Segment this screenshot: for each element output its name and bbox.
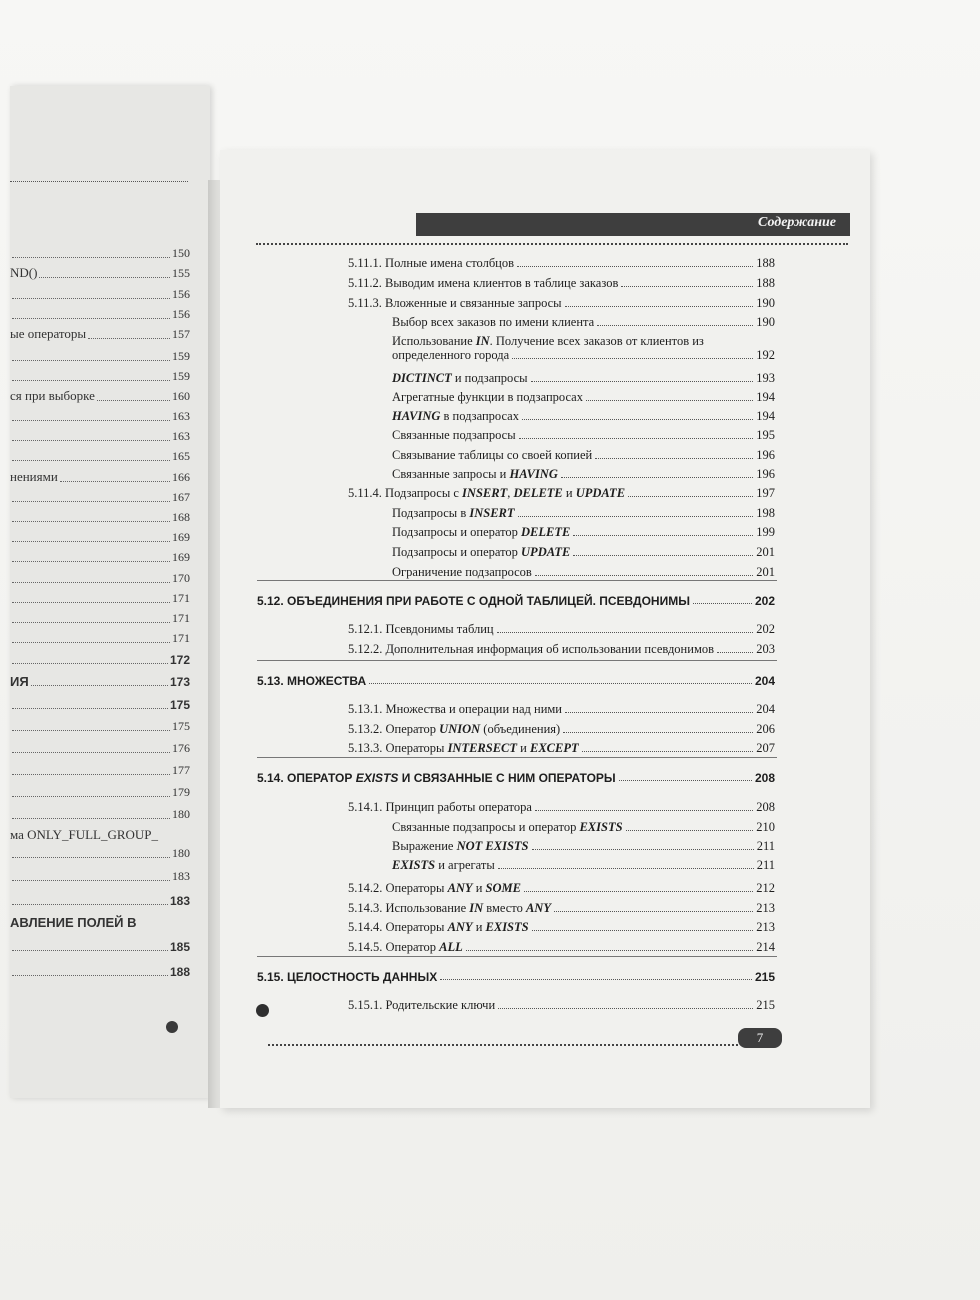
left-toc-entry-page: 177 <box>172 763 190 777</box>
left-toc-entry <box>10 507 190 525</box>
toc-entry <box>392 815 775 835</box>
left-toc-entry-page: 173 <box>169 675 190 689</box>
toc-entry-title: 5.12.1. Псевдонимы таблиц <box>348 622 494 636</box>
toc-entry-title: Связанные подзапросы и оператор EXISTS <box>392 820 623 834</box>
left-toc-entry <box>10 547 190 565</box>
left-toc-entry <box>10 406 190 424</box>
section-separator <box>257 757 777 758</box>
left-toc-leader <box>12 752 170 753</box>
left-toc-entry-page: 171 <box>172 591 190 605</box>
toc-entry <box>392 834 775 854</box>
toc-section-entry <box>257 964 775 984</box>
left-toc-entry-page: 166 <box>172 470 190 484</box>
left-toc-entry-page: 175 <box>169 698 190 712</box>
left-toc-entry <box>10 487 190 505</box>
header-bar <box>416 213 850 236</box>
toc-entry <box>392 540 775 560</box>
toc-leader-dots <box>524 891 753 892</box>
toc-entry-page: 194 <box>756 409 775 423</box>
toc-entry-page: 188 <box>756 256 775 270</box>
left-toc-entry-page: 170 <box>172 571 190 585</box>
toc-entry-title: 5.11.4. Подзапросы с INSERT, DELETE и UPDATE <box>348 486 626 500</box>
page-title: Содержание <box>758 215 836 230</box>
left-toc-leader <box>12 360 170 361</box>
left-toc-entry-page: 185 <box>169 940 190 954</box>
left-toc-entry <box>10 467 190 485</box>
toc-leader-dots <box>586 400 753 401</box>
toc-entry <box>392 501 775 521</box>
toc-entry-page: 210 <box>756 820 775 834</box>
toc-section-entry <box>257 765 775 785</box>
left-toc-entry <box>10 446 190 464</box>
left-toc-entry <box>10 843 190 861</box>
left-toc-entry-title: АВЛЕНИЕ ПОЛЕЙ В <box>10 915 137 930</box>
left-toc-leader <box>12 561 170 562</box>
toc-entry-title: 5.14.2. Операторы ANY и SOME <box>348 881 521 895</box>
toc-entry-title: Подзапросы и оператор UPDATE <box>392 545 571 559</box>
toc-entry-title: Выражение NOT EXISTS <box>392 839 529 853</box>
toc-entry-page: 195 <box>756 428 775 442</box>
toc-entry-title: 5.14.5. Оператор ALL <box>348 940 463 954</box>
left-toc-entry-page: 163 <box>172 409 190 423</box>
toc-entry-page: 196 <box>756 448 775 462</box>
header-dotline <box>256 243 848 245</box>
toc-leader-dots <box>626 830 754 831</box>
left-toc-entry-page: 169 <box>172 530 190 544</box>
toc-leader-dots <box>595 458 753 459</box>
left-toc-entry-title: нениями <box>10 469 58 484</box>
toc-leader-dots <box>621 286 753 287</box>
toc-leader-dots <box>498 1008 753 1009</box>
toc-leader-dots <box>573 535 753 536</box>
toc-entry <box>392 853 775 873</box>
toc-entry <box>348 251 775 271</box>
left-toc-leader <box>12 541 170 542</box>
toc-entry <box>348 617 775 637</box>
toc-entry-page: 202 <box>756 622 775 636</box>
left-page <box>10 86 210 1098</box>
toc-entry <box>348 481 775 501</box>
left-toc-entry-page: 183 <box>172 869 190 883</box>
toc-leader-dots <box>619 780 752 781</box>
toc-entry-title: определенного города <box>392 348 510 362</box>
toc-entry <box>392 443 775 463</box>
left-toc-leader <box>31 685 168 686</box>
left-page-dotline <box>10 181 188 182</box>
toc-entry-title: 5.13.1. Множества и операции над ними <box>348 702 562 716</box>
left-toc-entry-page: 150 <box>172 246 190 260</box>
right-page <box>220 150 870 1108</box>
left-toc-entry <box>10 804 190 822</box>
toc-leader-dots <box>517 266 753 267</box>
toc-entry <box>348 993 775 1013</box>
left-toc-entry <box>10 716 190 734</box>
left-toc-entry-page: 159 <box>172 349 190 363</box>
toc-leader-dots <box>532 849 754 850</box>
left-toc-leader <box>12 420 170 421</box>
toc-section-entry <box>257 588 775 608</box>
toc-entry-title: Связанные подзапросы <box>392 428 516 442</box>
left-toc-entry-page: 180 <box>172 846 190 860</box>
toc-entry-page: 208 <box>756 800 775 814</box>
toc-leader-dots <box>498 868 754 869</box>
left-toc-entry-title: ся при выборке <box>10 388 95 403</box>
left-toc-entry-page: 171 <box>172 631 190 645</box>
left-toc-entry <box>10 366 190 384</box>
toc-entry-title: 5.11.3. Вложенные и связанные запросы <box>348 296 562 310</box>
toc-entry-title: Ограничение подзапросов <box>392 565 532 579</box>
left-toc-leader <box>12 318 170 319</box>
toc-entry-page: 211 <box>756 839 775 853</box>
toc-leader-dots <box>532 930 754 931</box>
toc-entry-title: 5.14. ОПЕРАТОР EXISTS И СВЯЗАННЫЕ С НИМ ОПЕРАТОРЫ <box>257 771 616 785</box>
left-toc-leader <box>12 460 170 461</box>
left-toc-leader <box>12 880 170 881</box>
toc-entry-page: 213 <box>756 920 775 934</box>
toc-leader-dots <box>717 652 753 653</box>
toc-entry-title: Выбор всех заказов по имени клиента <box>392 315 595 329</box>
toc-entry-title: Подзапросы в INSERT <box>392 506 515 520</box>
left-toc-entry-page: 179 <box>172 785 190 799</box>
left-toc-leader <box>12 796 170 797</box>
toc-entry-page: 193 <box>756 371 775 385</box>
toc-entry <box>348 697 775 717</box>
toc-leader-dots <box>522 419 753 420</box>
toc-entry-page: 204 <box>756 702 775 716</box>
toc-entry <box>392 423 775 443</box>
left-toc-entry <box>10 588 190 606</box>
left-toc-entry-page: 183 <box>169 894 190 908</box>
toc-entry-title: Связанные запросы и HAVING <box>392 467 558 481</box>
left-toc-entry-title: ые операторы <box>10 326 87 341</box>
left-toc-entry <box>10 263 190 281</box>
left-toc-entry-page: 175 <box>172 719 190 733</box>
toc-entry-page: 201 <box>756 565 775 579</box>
toc-leader-dots <box>466 950 753 951</box>
left-toc-entry <box>10 284 190 302</box>
left-toc-entry-page: 159 <box>172 369 190 383</box>
left-toc-entry-page: 165 <box>172 449 190 463</box>
left-toc-entry <box>10 782 190 800</box>
toc-leader-dots <box>597 325 753 326</box>
left-toc-leader <box>12 501 170 502</box>
left-toc-entry <box>10 628 190 646</box>
left-toc-leader <box>12 950 168 951</box>
toc-entry-page: 208 <box>754 771 775 785</box>
toc-entry-page: 215 <box>756 998 775 1012</box>
toc-entry <box>392 310 775 330</box>
left-toc-entry-page: 160 <box>172 389 190 403</box>
left-toc-leader <box>12 857 170 858</box>
left-toc-leader <box>12 663 168 664</box>
footer-dotline <box>268 1044 738 1046</box>
toc-entry <box>392 404 775 424</box>
toc-entry-title: HAVING в подзапросах <box>392 409 519 423</box>
toc-entry-page: 213 <box>756 901 775 915</box>
section-separator <box>257 956 777 957</box>
toc-entry <box>348 915 775 935</box>
toc-leader-dots <box>535 575 753 576</box>
left-toc-entry-page: 169 <box>172 550 190 564</box>
section-separator <box>257 660 777 661</box>
toc-entry-page: 214 <box>756 940 775 954</box>
left-toc-entry-page: 168 <box>172 510 190 524</box>
toc-entry <box>348 736 775 756</box>
left-toc-entry <box>10 738 190 756</box>
toc-entry-page: 188 <box>756 276 775 290</box>
toc-section-entry <box>257 668 775 688</box>
toc-leader-dots <box>535 810 753 811</box>
left-toc-entry <box>10 961 190 979</box>
toc-entry-title: Подзапросы и оператор DELETE <box>392 525 571 539</box>
left-toc-entry-title: ND() <box>10 265 38 280</box>
left-toc-entry <box>10 386 190 404</box>
toc-entry-title: Использование IN. Получение всех заказов от клиентов из <box>392 334 704 348</box>
left-toc-entry <box>10 694 190 712</box>
toc-entry-page: 199 <box>756 525 775 539</box>
left-toc-entry <box>10 324 190 342</box>
left-toc-leader <box>12 642 170 643</box>
toc-entry-title: 5.13.2. Оператор UNION (объединения) <box>348 722 561 736</box>
toc-entry-title: 5.15. ЦЕЛОСТНОСТЬ ДАННЫХ <box>257 970 438 984</box>
toc-entry-page: 203 <box>756 642 775 656</box>
toc-leader-dots <box>440 979 752 980</box>
left-toc-entry <box>10 912 190 930</box>
left-toc-leader <box>12 730 170 731</box>
toc-entry-page: 194 <box>756 390 775 404</box>
left-toc-leader <box>12 904 168 905</box>
left-toc-entry-title: ма ONLY_FULL_GROUP_ <box>10 827 159 842</box>
toc-entry-title: 5.13.3. Операторы INTERSECT и EXCEPT <box>348 741 579 755</box>
left-toc-entry <box>10 866 190 884</box>
left-toc-entry <box>10 649 190 667</box>
toc-entry-title: 5.11.1. Полные имена столбцов <box>348 256 515 270</box>
left-toc-entry-page: 188 <box>169 965 190 979</box>
left-toc-entry-page: 157 <box>172 327 190 341</box>
toc-leader-dots <box>693 603 752 604</box>
toc-leader-dots <box>563 732 753 733</box>
toc-entry-title: Агрегатные функции в подзапросах <box>392 390 583 404</box>
left-toc-entry-page: 176 <box>172 741 190 755</box>
left-toc-entry-page: 156 <box>172 307 190 321</box>
toc-entry-title: 5.11.2. Выводим имена клиентов в таблице заказов <box>348 276 619 290</box>
left-toc-leader <box>97 400 170 401</box>
toc-leader-dots <box>369 683 752 684</box>
toc-entry-title: 5.14.1. Принцип работы оператора <box>348 800 532 814</box>
toc-entry-page: 190 <box>756 296 775 310</box>
left-toc-entry <box>10 527 190 545</box>
toc-entry-page: 211 <box>756 858 775 872</box>
toc-entry-title: 5.14.4. Операторы ANY и EXISTS <box>348 920 529 934</box>
toc-leader-dots <box>518 516 754 517</box>
toc-leader-dots <box>512 358 753 359</box>
toc-entry <box>348 291 775 311</box>
left-toc-entry-page: 155 <box>172 266 190 280</box>
left-toc-entry <box>10 346 190 364</box>
left-toc-leader <box>12 582 170 583</box>
toc-entry-page: 197 <box>756 486 775 500</box>
left-toc-leader <box>12 602 170 603</box>
toc-entry-page: 202 <box>754 594 775 608</box>
toc-leader-dots <box>573 555 753 556</box>
toc-entry <box>348 637 775 657</box>
toc-leader-dots <box>561 477 753 478</box>
left-toc-entry <box>10 825 190 843</box>
left-toc-leader <box>88 338 170 339</box>
toc-entry-page: 201 <box>756 545 775 559</box>
footer-bullet <box>256 1004 269 1017</box>
left-toc-entry <box>10 760 190 778</box>
toc-entry <box>392 520 775 540</box>
toc-entry-title: 5.12.2. Дополнительная информация об использовании псевдонимов <box>348 642 715 656</box>
toc-entry <box>392 343 775 363</box>
toc-entry <box>348 271 775 291</box>
left-toc-leader <box>12 818 170 819</box>
left-toc-entry-page: 171 <box>172 611 190 625</box>
toc-entry-page: 207 <box>756 741 775 755</box>
section-separator <box>257 580 777 581</box>
left-toc-entry <box>10 890 190 908</box>
left-toc-leader <box>12 440 170 441</box>
toc-entry <box>348 717 775 737</box>
toc-leader-dots <box>582 751 754 752</box>
left-toc-leader <box>12 380 170 381</box>
left-toc-leader <box>60 481 170 482</box>
toc-leader-dots <box>565 712 753 713</box>
left-toc-entry-page: 167 <box>172 490 190 504</box>
toc-entry-title: EXISTS и агрегаты <box>392 858 495 872</box>
toc-entry-title: 5.12. ОБЪЕДИНЕНИЯ ПРИ РАБОТЕ С ОДНОЙ ТАБЛИЦЕЙ. ПСЕВДОНИМЫ <box>257 594 690 608</box>
left-toc-entry-page: 156 <box>172 287 190 301</box>
left-toc-leader <box>12 257 170 258</box>
left-toc-entry <box>10 568 190 586</box>
toc-entry-title: DICTINCT и подзапросы <box>392 371 528 385</box>
left-toc-entry <box>10 426 190 444</box>
toc-entry <box>392 385 775 405</box>
toc-entry-title: Связывание таблицы со своей копией <box>392 448 593 462</box>
page-number: 7 <box>738 1028 782 1048</box>
toc-entry-page: 212 <box>756 881 775 895</box>
left-toc-entry-page: 180 <box>172 807 190 821</box>
left-toc-entry-page: 163 <box>172 429 190 443</box>
left-toc-entry-title: ИЯ <box>10 674 29 689</box>
toc-leader-dots <box>531 381 754 382</box>
toc-entry-page: 198 <box>756 506 775 520</box>
toc-entry <box>348 876 775 896</box>
toc-entry <box>392 366 775 386</box>
left-toc-leader <box>12 975 168 976</box>
toc-entry-title: 5.15.1. Родительские ключи <box>348 998 496 1012</box>
toc-leader-dots <box>554 911 753 912</box>
toc-entry <box>348 896 775 916</box>
toc-entry-page: 215 <box>754 970 775 984</box>
toc-entry-page: 206 <box>756 722 775 736</box>
left-toc-leader <box>12 298 170 299</box>
left-toc-entry <box>10 936 190 954</box>
toc-entry-title: 5.13. МНОЖЕСТВА <box>257 674 367 688</box>
toc-entry <box>348 935 775 955</box>
left-toc-leader <box>39 277 170 278</box>
toc-entry <box>348 795 775 815</box>
left-toc-entry <box>10 608 190 626</box>
left-toc-leader <box>12 622 170 623</box>
toc-leader-dots <box>628 496 753 497</box>
toc-entry-title: 5.14.3. Использование IN вместо ANY <box>348 901 551 915</box>
toc-leader-dots <box>565 306 754 307</box>
left-toc-entry <box>10 243 190 261</box>
left-toc-leader <box>12 521 170 522</box>
left-toc-entry <box>10 671 190 689</box>
left-toc-leader <box>12 774 170 775</box>
left-toc-leader <box>12 708 168 709</box>
toc-leader-dots <box>519 438 754 439</box>
toc-entry <box>392 462 775 482</box>
toc-leader-dots <box>497 632 754 633</box>
toc-entry-page: 192 <box>756 348 775 362</box>
left-page-bullet <box>166 1021 178 1033</box>
left-toc-entry-page: 172 <box>169 653 190 667</box>
toc-entry-page: 196 <box>756 467 775 481</box>
toc-entry <box>392 560 775 580</box>
left-toc-entry <box>10 304 190 322</box>
toc-entry-page: 204 <box>754 674 775 688</box>
toc-entry-page: 190 <box>756 315 775 329</box>
